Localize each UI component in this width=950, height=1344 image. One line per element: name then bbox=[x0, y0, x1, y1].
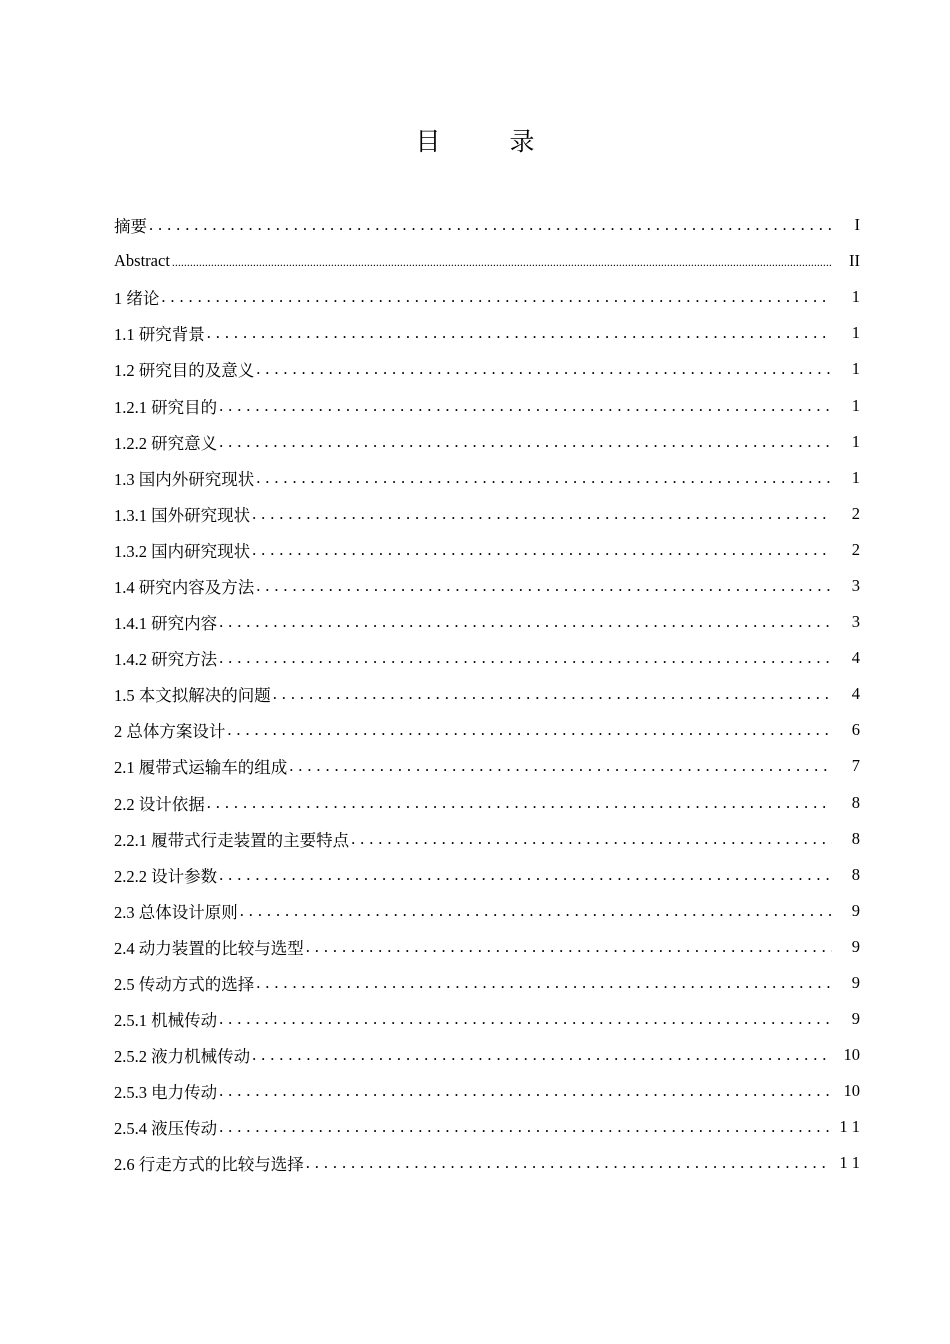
toc-entry-label: 2.6 行走方式的比较与选择 bbox=[114, 1155, 304, 1175]
toc-entry-page: 3 bbox=[851, 612, 860, 632]
toc-entry[interactable] bbox=[114, 387, 860, 423]
toc-entry[interactable] bbox=[114, 1037, 860, 1073]
toc-entry-label: 2.5.3 电力传动 bbox=[114, 1083, 218, 1103]
toc-entry-label: 2.2.2 设计参数 bbox=[114, 866, 218, 886]
toc-entry[interactable] bbox=[114, 748, 860, 784]
toc-entry-page: 10 bbox=[843, 1045, 860, 1065]
toc-entry-label: 1.2.1 研究目的 bbox=[114, 397, 218, 417]
dot-leader bbox=[207, 323, 832, 343]
toc-entry-label: 2 总体方案设计 bbox=[114, 722, 226, 742]
toc-entry-label: 1.4 研究内容及方法 bbox=[114, 577, 255, 597]
toc-entry-label: 1.5 本文拟解决的问题 bbox=[114, 686, 271, 706]
toc-entry[interactable] bbox=[114, 351, 860, 387]
toc-entry[interactable] bbox=[114, 424, 860, 460]
toc-entry[interactable] bbox=[114, 965, 860, 1001]
toc-entry[interactable] bbox=[114, 315, 860, 351]
toc-entry-page: 10 bbox=[843, 1081, 860, 1101]
toc-entry-page: 1 bbox=[851, 395, 860, 415]
toc-entry[interactable] bbox=[114, 496, 860, 532]
dot-leader bbox=[256, 468, 832, 488]
dot-leader bbox=[306, 1153, 830, 1173]
toc-entry-label: 1.3 国内外研究现状 bbox=[114, 469, 255, 489]
toc-entry-page: 1 1 bbox=[839, 1117, 860, 1137]
toc-entry-label: 2.5 传动方式的选择 bbox=[114, 975, 255, 995]
dot-leader bbox=[219, 432, 832, 452]
toc-entry-label: 1 绪论 bbox=[114, 289, 160, 309]
toc-entry-page: 4 bbox=[851, 648, 860, 668]
dot-leader bbox=[273, 684, 832, 704]
toc-entry-page: 8 bbox=[851, 828, 860, 848]
dot-leader bbox=[219, 1081, 830, 1101]
toc-entry[interactable] bbox=[114, 1073, 860, 1109]
toc-entry[interactable] bbox=[114, 604, 860, 640]
toc-entry-label: 1.2 研究目的及意义 bbox=[114, 361, 255, 381]
toc-entry-label: 1.4.2 研究方法 bbox=[114, 650, 218, 670]
dot-leader bbox=[219, 865, 832, 885]
dot-leader bbox=[252, 1045, 830, 1065]
toc-entry[interactable] bbox=[114, 893, 860, 929]
toc-entry[interactable] bbox=[114, 857, 860, 893]
dot-leader bbox=[227, 720, 832, 740]
toc-entry[interactable] bbox=[114, 532, 860, 568]
toc-entry-page: 1 bbox=[851, 359, 860, 379]
toc-entry[interactable] bbox=[114, 712, 860, 748]
toc-entry[interactable] bbox=[114, 929, 860, 965]
dot-leader bbox=[219, 396, 832, 416]
toc-entry[interactable] bbox=[114, 1145, 860, 1181]
dot-leader bbox=[351, 829, 832, 849]
toc-entry-label: 2.5.4 液压传动 bbox=[114, 1119, 218, 1139]
toc-entry-page: 7 bbox=[851, 756, 860, 776]
table-of-contents bbox=[114, 207, 860, 1182]
toc-entry[interactable] bbox=[114, 568, 860, 604]
dot-leader bbox=[219, 1009, 832, 1029]
dot-leader bbox=[149, 215, 832, 235]
toc-entry[interactable] bbox=[114, 1001, 860, 1037]
toc-entry-label: 2.1 履带式运输车的组成 bbox=[114, 758, 288, 778]
toc-entry-label: 1.1 研究背景 bbox=[114, 325, 205, 345]
toc-entry[interactable] bbox=[114, 243, 860, 279]
toc-entry[interactable] bbox=[114, 279, 860, 315]
toc-entry[interactable] bbox=[114, 460, 860, 496]
toc-entry[interactable] bbox=[114, 1109, 860, 1145]
dot-leader bbox=[256, 359, 832, 379]
toc-entry-page: 1 bbox=[851, 431, 860, 451]
toc-entry-page: 9 bbox=[851, 936, 860, 956]
toc-entry-page: 1 bbox=[851, 323, 860, 343]
toc-entry-label: 2.2 设计依据 bbox=[114, 794, 205, 814]
toc-entry-label: 2.3 总体设计原则 bbox=[114, 902, 238, 922]
toc-entry-page: 9 bbox=[851, 1009, 860, 1029]
toc-entry-label: Abstract bbox=[114, 251, 170, 271]
toc-entry-label: 1.2.2 研究意义 bbox=[114, 433, 218, 453]
toc-entry-page: 8 bbox=[851, 864, 860, 884]
toc-entry-page: 8 bbox=[851, 792, 860, 812]
toc-entry-label: 2.5.1 机械传动 bbox=[114, 1011, 218, 1031]
dot-leader bbox=[172, 251, 832, 271]
toc-entry-label: 摘要 bbox=[114, 217, 147, 237]
toc-entry-label: 2.4 动力装置的比较与选型 bbox=[114, 938, 304, 958]
toc-entry-label: 1.4.1 研究内容 bbox=[114, 614, 218, 634]
toc-entry-page: I bbox=[854, 215, 860, 235]
dot-leader bbox=[289, 756, 832, 776]
toc-entry[interactable] bbox=[114, 785, 860, 821]
toc-entry-page: 9 bbox=[851, 973, 860, 993]
dot-leader bbox=[306, 937, 832, 957]
toc-entry-page: 4 bbox=[851, 684, 860, 704]
toc-entry-label: 2.5.2 液力机械传动 bbox=[114, 1047, 251, 1067]
toc-entry-page: 1 1 bbox=[839, 1153, 860, 1173]
dot-leader bbox=[207, 793, 832, 813]
toc-entry-page: 1 bbox=[851, 467, 860, 487]
dot-leader bbox=[219, 612, 832, 632]
dot-leader bbox=[256, 576, 832, 596]
toc-entry-page: 9 bbox=[851, 900, 860, 920]
toc-entry-page: 6 bbox=[851, 720, 860, 740]
dot-leader bbox=[219, 1117, 830, 1137]
dot-leader bbox=[219, 648, 832, 668]
toc-entry-label: 1.3.1 国外研究现状 bbox=[114, 505, 251, 525]
dot-leader bbox=[256, 973, 832, 993]
dot-leader bbox=[240, 901, 832, 921]
toc-entry[interactable] bbox=[114, 207, 860, 243]
toc-entry-page: 2 bbox=[851, 539, 860, 559]
toc-entry-page: II bbox=[849, 251, 860, 271]
toc-entry-page: 3 bbox=[851, 575, 860, 595]
dot-leader bbox=[252, 540, 832, 560]
toc-entry-label: 2.2.1 履带式行走装置的主要特点 bbox=[114, 830, 350, 850]
dot-leader bbox=[252, 504, 832, 524]
toc-entry-page: 1 bbox=[851, 287, 860, 307]
toc-title: 目 录 bbox=[415, 129, 557, 156]
toc-entry[interactable] bbox=[114, 676, 860, 712]
dot-leader bbox=[161, 287, 832, 307]
toc-entry[interactable] bbox=[114, 640, 860, 676]
toc-entry-label: 1.3.2 国内研究现状 bbox=[114, 541, 251, 561]
toc-entry[interactable] bbox=[114, 821, 860, 857]
toc-entry-page: 2 bbox=[851, 503, 860, 523]
